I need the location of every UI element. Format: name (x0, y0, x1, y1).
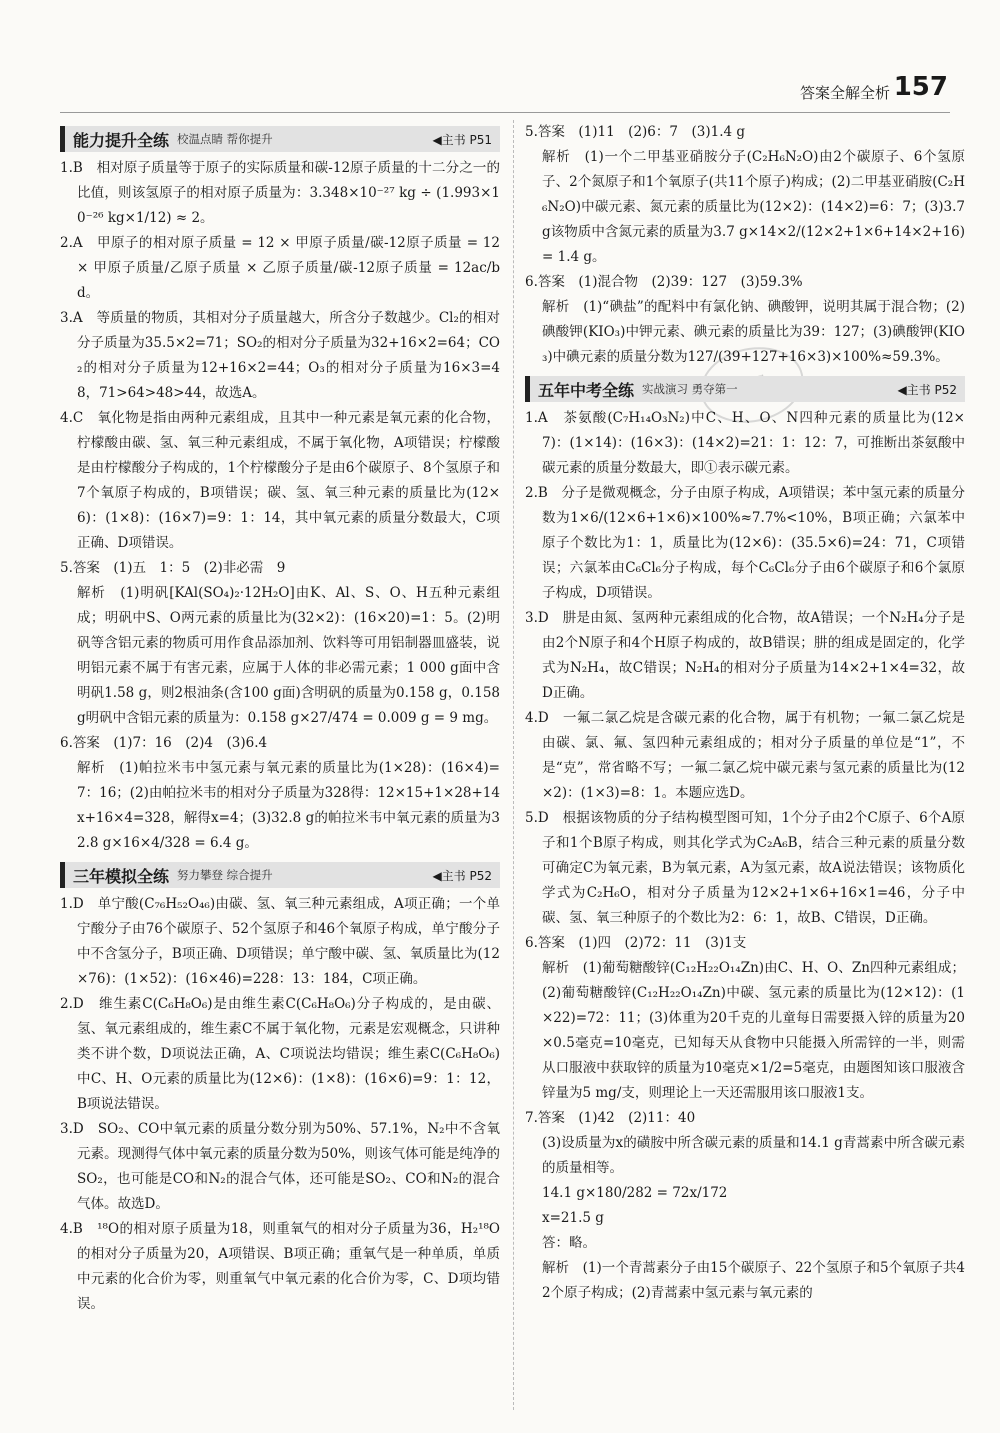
answer-item: 7.答案 (1)42 (2)11：40 (525, 1110, 696, 1126)
answer-item: 4.C 氧化物是指由两种元素组成，且其中一种元素是氧元素的化合物，柠檬酸由碳、氢、氧三种元素组成，不属于氧化物，A项错误；柠檬酸是由柠檬酸分子构成的，1个柠檬酸分子是由6个碳原子、8个氢原子和7个氧原子构成的，B项错误；碳、氢、氧三种元素的质量比为(12×6)：(1×8)：(16×7)=9：1：14，其中氧元素的质量分数最大，C项正确、D项错误。 (60, 410, 500, 551)
answer-item: 3.A 等质量的物质，其相对分子质量越大，所含分子数越少。Cl₂的相对分子质量为35.5×2=71；SO₂的相对分子质量为32+16×2=64；CO₂的相对分子质量为12+16×2=44；O₃的相对分子质量为16×3=48，71>64>48>44，故选A。 (60, 310, 500, 401)
answer-item: 4.D 一氟二氯乙烷是含碳元素的化合物，属于有机物；一氟二氯乙烷是由碳、氯、氟、氢四种元素组成的；相对分子质量的单位是“1”，不是“克”，常省略不写；一氟二氯乙烷中碳元素与氢元素的质量比为(12×2)：(1×3)=8：1。本题应选D。 (525, 710, 965, 801)
section-subtitle: 校温点睛 帮你提升 (177, 132, 273, 146)
section-header-five-year (525, 376, 965, 402)
solution-step: (3)设质量为x的磺胺中所含碳元素的质量和14.1 g青蒿素中所含碳元素的质量相等。 (542, 1135, 965, 1176)
header-divider (60, 112, 950, 113)
answer-item: 6.答案 (1)混合物 (2)39：127 (3)59.3% (525, 274, 803, 290)
answer-item: 3.D SO₂、CO中氧元素的质量分数分别为50%、57.1%，N₂中不含氧元素。现测得气体中氧元素的质量分数为50%，则该气体可能是纯净的SO₂，也可能是CO和N₂的混合气体，还可能是SO₂、CO和N₂的混合气体。故选D。 (60, 1121, 500, 1212)
page-number: 157 (893, 72, 948, 102)
analysis-item: 解析 (1)帕拉米韦中氢元素与氧元素的质量比为(1×28)：(16×4)=7：16；(2)由帕拉米韦的相对分子质量为328得：12×15+1×28+14x+16×4=328，解得x=4；(3)32.8 g的帕拉米韦中氧元素的质量为32.8 g×16×4/328 = 6.4 g。 (77, 760, 500, 851)
answer-item: 3.D 肼是由氮、氢两种元素组成的化合物，故A错误；一个N₂H₄分子是由2个N原子和4个H原子构成的，故B错误；肼的组成是固定的，化学式为N₂H₄，故C错误；N₂H₄的相对分子质量为14×2+1×4=32，故D正确。 (525, 610, 965, 701)
answer-item: 2.B 分子是微观概念，分子由原子构成，A项错误；苯中氢元素的质量分数为1×6/(12×6+1×6)×100%≈7.7%<10%，B项正确；六氯苯中原子个数比为1：1，质量比为(12×6)：(35.5×6)=24：71，C项错误；六氯苯由C₆Cl₆分子构成，每个C₆Cl₆分子由6个碳原子和6个氯原子构成，D项错误。 (525, 485, 965, 601)
section-subtitle: 努力攀登 综合提升 (177, 868, 273, 882)
header-title: 答案全解全析 (799, 84, 890, 102)
answer-line: 答：略。 (542, 1235, 596, 1251)
column-divider (513, 120, 514, 1410)
answer-item: 2.A 甲原子的相对原子质量 = 12 × 甲原子质量/碳-12原子质量 = 12 × 甲原子质量/乙原子质量 × 乙原子质量/碳-12原子质量 = 12ac/bd。 (60, 235, 500, 301)
analysis-item: 解析 (1)明矾[KAl(SO₄)₂·12H₂O]由K、Al、S、O、H五种元素组成；明矾中S、O两元素的质量比为(32×2)：(16×20)=1：5。(2)明矾等含铝元素的物质可用作食品添加剂、饮料等可用铝制器皿盛装，说明铝元素不属于有害元素，应属于人体的非必需元素；1 000 g面中含明矾1.58 g，则2根油条(含100 g面)含明矾的质量为0.158 g，0.158 g明矾中含铝元素的质量为：0.158 g×27/474 = 0.009 g = 9 mg。 (77, 585, 500, 726)
section-ref: ◀主书 P51 (432, 132, 492, 147)
answer-item: 5.答案 (1)五 1：5 (2)非必需 9 (60, 560, 286, 576)
answer-item: 1.B 相对原子质量等于原子的实际质量和碳-12原子质量的十二分之一的比值，则该氢原子的相对原子质量为：3.348×10⁻²⁷ kg ÷ (1.993×10⁻²⁶ kg×1/12) ≈ 2。 (60, 160, 500, 226)
analysis-item: 解析 (1)“碘盐”的配料中有氯化钠、碘酸钾，说明其属于混合物；(2)碘酸钾(KIO₃)中钾元素、碘元素的质量比为39：127；(3)碘酸钾(KIO₃)中碘元素的质量分数为127/(39+127+16×3)×100%≈59.3%。 (542, 299, 965, 365)
section-header-three-year (60, 862, 500, 888)
analysis-item: 解析 (1)一个青蒿素分子由15个碳原子、22个氢原子和5个氧原子共42个原子构成；(2)青蒿素中氢元素与氧元素的 (542, 1260, 965, 1301)
answer-item: 5.D 根据该物质的分子结构模型图可知，1个分子由2个C原子、6个A原子和1个B原子构成，则其化学式为C₂A₆B，结合三种元素的质量分数可确定C为氧元素，B为氧元素，A为氢元素，故A说法错误；该物质化学式为C₂H₆O，相对分子质量为12×2+1×6+16×1=46，分子中碳、氢、氧三种原子的个数比为2：6：1，故B、C错误，D正确。 (525, 810, 965, 926)
section-title: 五年中考全练 (538, 380, 635, 400)
answer-item: 6.答案 (1)四 (2)72：11 (3)1支 (525, 935, 747, 951)
answer-item: 6.答案 (1)7：16 (2)4 (3)6.4 (60, 735, 268, 751)
answer-item: 5.答案 (1)11 (2)6：7 (3)1.4 g (525, 124, 746, 140)
answer-item: 1.D 单宁酸(C₇₆H₅₂O₄₆)由碳、氢、氧三种元素组成，A项正确；一个单宁酸分子由76个碳原子、52个氢原子和46个氧原子构成，单宁酸分子中不含氢分子，B项正确、D项错误；单宁酸中碳、氢、氧质量比为(12×76)：(1×52)：(16×46)=228：13：184，C项正确。 (60, 896, 500, 987)
equation-line: 14.1 g×180/282 = 72x/172 (542, 1185, 728, 1201)
answer-item: 2.D 维生素C(C₆H₈O₆)是由维生素C(C₆H₈O₆)分子构成的，是由碳、氢、氧元素组成的，维生素C不属于氧化物，元素是宏观概念，只讲种类不讲个数，D项说法正确，A、C项说法均错误；维生素C(C₆H₈O₆)中C、H、O元素的质量比为(12×6)：(1×8)：(16×6)=9：1：12，B项说法错误。 (60, 996, 500, 1112)
analysis-item: 解析 (1)葡萄糖酸锌(C₁₂H₂₂O₁₄Zn)由C、H、O、Zn四种元素组成；(2)葡萄糖酸锌(C₁₂H₂₂O₁₄Zn)中碳、氢元素的质量比为(12×12)：(1×22)=72：11；(3)体重为20千克的儿童每日需要摄入锌的质量为20×0.5毫克=10毫克，已知每天从食物中只能摄入所需锌的一半，则需从口服液中获取锌的质量为10毫克×1/2=5毫克，由题图知该口服液含锌量为5 mg/支，则理论上一天还需服用该口服液1支。 (542, 960, 965, 1101)
analysis-item: 解析 (1)一个二甲基亚硝胺分子(C₂H₆N₂O)由2个碳原子、6个氢原子、2个氮原子和1个氧原子(共11个原子)构成；(2)二甲基亚硝胺(C₂H₆N₂O)中碳元素、氮元素的质量比为(12×2)：(14×2)=6：7；(3)3.7 g该物质中含氮元素的质量为3.7 g×14×2/(12×2+1×6+14×2+16) = 1.4 g。 (542, 149, 965, 265)
equation-line: x=21.5 g (542, 1210, 604, 1226)
section-ref: ◀主书 P52 (432, 868, 492, 883)
answer-item: 4.B ¹⁸O的相对原子质量为18，则重氧气的相对分子质量为36，H₂¹⁸O的相对分子质量为20，A项错误、B项正确；重氧气是一种单质，单质中元素的化合价为零，则重氧气中氧元素的化合价为零，C、D项均错误。 (60, 1221, 500, 1312)
left-column (60, 120, 500, 1317)
section-title: 三年模拟全练 (73, 866, 170, 886)
section-title: 能力提升全练 (73, 130, 170, 150)
answer-item: 1.A 茶氨酸(C₇H₁₄O₃N₂)中C、H、O、N四种元素的质量比为(12×7)：(1×14)：(16×3)：(14×2)=21：1：12：7，可推断出茶氨酸中碳元素的质量分数最大，即①表示碳元素。 (525, 410, 965, 476)
right-column (525, 120, 965, 1306)
section-ref: ◀主书 P52 (897, 382, 957, 397)
section-subtitle: 实战演习 勇夺第一 (642, 382, 738, 396)
section-header-ability (60, 126, 500, 152)
